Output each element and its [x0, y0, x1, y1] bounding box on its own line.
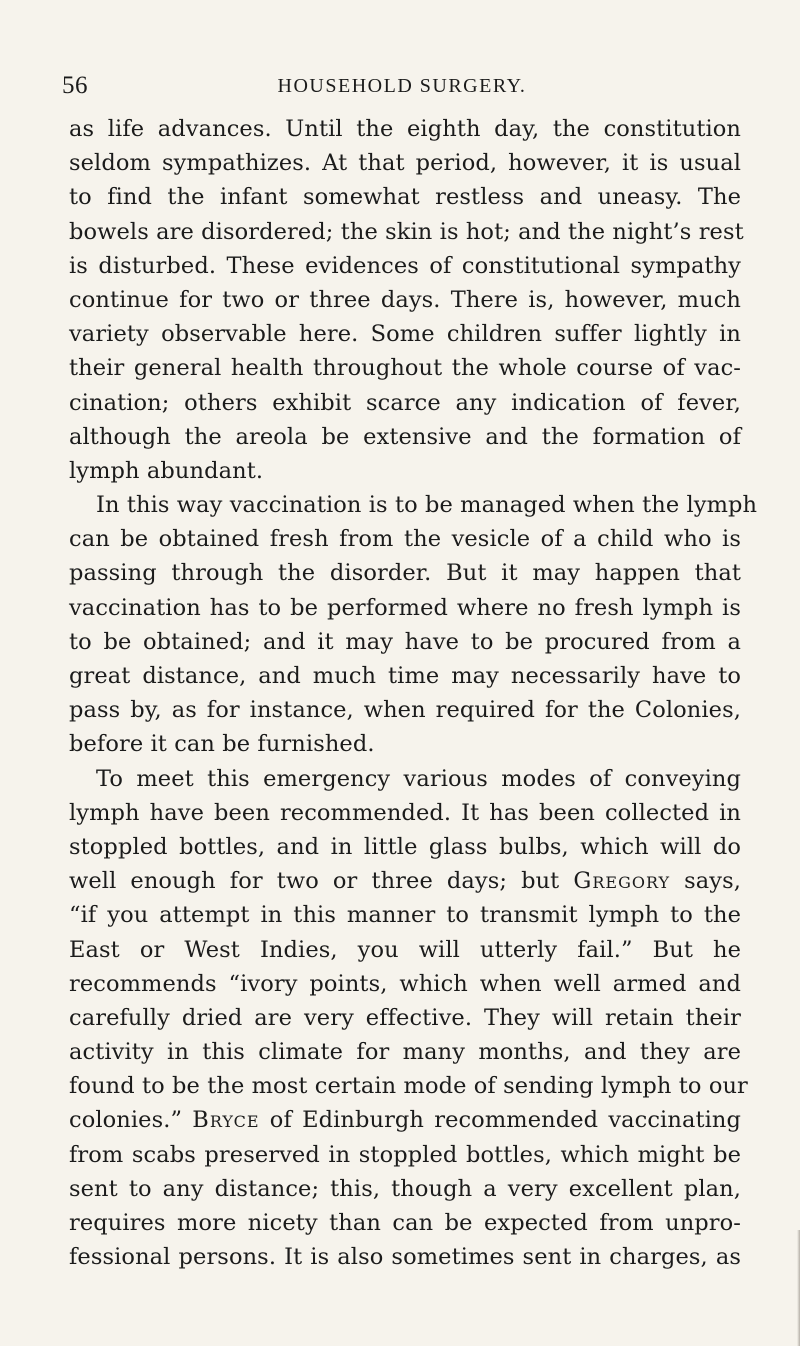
text-fragment: says,	[684, 868, 742, 895]
text-fragment: colonies.”	[69, 1107, 183, 1134]
author-name-gregory: Gregory	[573, 868, 671, 895]
text-line: stoppled bottles, and in little glass bulbs, which will do	[69, 833, 741, 860]
text-line: to find the infant somewhat restless and uneasy. The	[69, 184, 741, 211]
text-line: lymph have been recommended. It has been collected in	[69, 799, 741, 826]
text-fragment: of Edinburgh recommended vaccinating	[269, 1107, 741, 1134]
page-number: 56	[62, 72, 88, 99]
text-line: fessional persons. It is also sometimes sent in charges, as	[69, 1244, 741, 1271]
text-line: although the areola be extensive and the formation of	[69, 423, 741, 450]
text-line: “if you attempt in this manner to transmit lymph to the	[69, 902, 741, 929]
text-line: variety observable here. Some children suffer lightly in	[69, 321, 741, 348]
text-line: pass by, as for instance, when required for the Colonies,	[69, 697, 741, 724]
text-line: bowels are disordered; the skin is hot; and the night’s rest	[69, 218, 744, 245]
text-line: can be obtained fresh from the vesicle of a child who is	[69, 526, 741, 553]
running-head	[62, 68, 742, 104]
text-line: to be obtained; and it may have to be procured from a	[69, 628, 741, 655]
text-line: their general health throughout the whole course of vac-	[69, 355, 741, 382]
text-line: continue for two or three days. There is, however, much	[69, 286, 741, 313]
text-line: found to be the most certain mode of sending lymph to our	[69, 1073, 748, 1100]
text-line: from scabs preserved in stoppled bottles, which might be	[69, 1141, 741, 1168]
text-line: East or West Indies, you will utterly fail.” But he	[69, 936, 741, 963]
text-line: lymph abundant.	[69, 457, 264, 484]
text-line: carefully dried are very effective. They will retain their	[69, 1004, 741, 1031]
body-text	[69, 112, 758, 1274]
text-line: activity in this climate for many months, and they are	[69, 1039, 741, 1066]
text-line: In this way vaccination is to be managed when the lymph	[96, 492, 758, 519]
author-name-bryce: Bryce	[192, 1107, 260, 1134]
text-line: seldom sympathizes. At that period, however, it is usual	[69, 150, 741, 177]
running-title: HOUSEHOLD SURGERY.	[277, 75, 527, 97]
text-line: great distance, and much time may necessarily have to	[69, 663, 741, 689]
text-line: vaccination has to be performed where no fresh lymph is	[69, 594, 741, 621]
text-line-with-name	[69, 1103, 741, 1137]
text-line: is disturbed. These evidences of constitutional sympathy	[69, 252, 741, 279]
text-line: requires more nicety than can be expected from unpro-	[69, 1210, 741, 1236]
text-line: before it can be furnished.	[69, 731, 375, 758]
text-line: sent to any distance; this, though a very excellent plan,	[69, 1175, 741, 1202]
text-line: cination; others exhibit scarce any indication of fever,	[69, 389, 741, 416]
text-line: passing through the disorder. But it may happen that	[69, 560, 741, 587]
text-line: recommends “ivory points, which when well armed and	[69, 970, 741, 997]
text-line-with-name	[69, 864, 741, 898]
text-line: as life advances. Until the eighth day, the constitution	[69, 116, 741, 142]
text-line: To meet this emergency various modes of conveying	[96, 765, 741, 792]
text-fragment: well enough for two or three days; but	[69, 868, 560, 895]
